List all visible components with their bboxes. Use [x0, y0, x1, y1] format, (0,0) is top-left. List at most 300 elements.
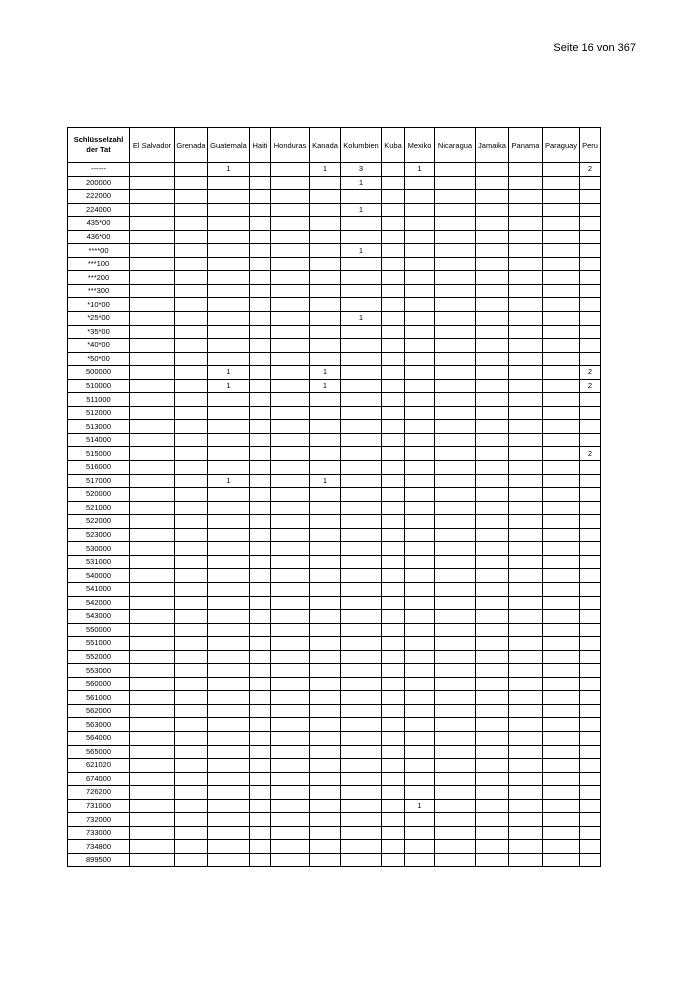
- table-cell: [435, 190, 476, 204]
- table-cell: 1: [341, 244, 382, 258]
- table-cell: [476, 596, 509, 610]
- table-cell: [382, 542, 405, 556]
- table-cell: [208, 325, 250, 339]
- table-cell: 1: [310, 379, 341, 393]
- table-cell: [250, 555, 271, 569]
- table-cell: [341, 786, 382, 800]
- table-cell: [130, 433, 175, 447]
- row-key-cell: 515000: [68, 447, 130, 461]
- table-cell: [130, 298, 175, 312]
- table-cell: [130, 677, 175, 691]
- table-cell: [543, 745, 580, 759]
- table-cell: [208, 312, 250, 326]
- table-cell: [543, 840, 580, 854]
- table-cell: [175, 691, 208, 705]
- table-cell: [250, 271, 271, 285]
- table-cell: [271, 325, 310, 339]
- table-cell: [382, 569, 405, 583]
- table-cell: [130, 772, 175, 786]
- table-cell: [509, 433, 543, 447]
- table-cell: [435, 772, 476, 786]
- table-cell: [130, 515, 175, 529]
- table-cell: [405, 379, 435, 393]
- table-cell: [382, 271, 405, 285]
- table-cell: [435, 271, 476, 285]
- table-cell: [175, 488, 208, 502]
- table-cell: [341, 393, 382, 407]
- table-cell: [543, 555, 580, 569]
- table-row: [68, 203, 601, 217]
- table-cell: [341, 623, 382, 637]
- table-cell: [543, 217, 580, 231]
- table-cell: [435, 515, 476, 529]
- table-cell: [405, 244, 435, 258]
- table-cell: [405, 271, 435, 285]
- table-row: [68, 731, 601, 745]
- table-cell: [130, 555, 175, 569]
- table-row: [68, 379, 601, 393]
- table-cell: [208, 447, 250, 461]
- table-cell: [271, 379, 310, 393]
- table-cell: [476, 230, 509, 244]
- table-cell: [271, 406, 310, 420]
- table-cell: [250, 325, 271, 339]
- row-key-cell: ***200: [68, 271, 130, 285]
- table-cell: [382, 474, 405, 488]
- table-cell: [250, 352, 271, 366]
- table-cell: [476, 190, 509, 204]
- row-key-cell: 732000: [68, 813, 130, 827]
- table-cell: [435, 312, 476, 326]
- table-cell: [310, 312, 341, 326]
- table-cell: [341, 298, 382, 312]
- row-key-cell: ***300: [68, 284, 130, 298]
- table-row: [68, 610, 601, 624]
- table-cell: [580, 230, 601, 244]
- table-cell: [476, 366, 509, 380]
- table-cell: [310, 853, 341, 867]
- table-cell: [405, 610, 435, 624]
- table-cell: [476, 786, 509, 800]
- table-cell: [175, 569, 208, 583]
- table-cell: [310, 298, 341, 312]
- table-cell: 1: [310, 366, 341, 380]
- table-cell: [543, 312, 580, 326]
- column-header: Paraguay: [543, 128, 580, 163]
- table-cell: [208, 176, 250, 190]
- table-cell: [580, 406, 601, 420]
- table-cell: [543, 230, 580, 244]
- table-cell: [405, 731, 435, 745]
- table-cell: [310, 461, 341, 475]
- table-cell: [405, 677, 435, 691]
- table-cell: [208, 528, 250, 542]
- table-cell: [405, 501, 435, 515]
- table-cell: [130, 840, 175, 854]
- table-cell: [208, 745, 250, 759]
- table-cell: [509, 718, 543, 732]
- table-cell: [271, 176, 310, 190]
- table-cell: [435, 745, 476, 759]
- table-cell: [310, 393, 341, 407]
- table-row: [68, 284, 601, 298]
- table-cell: [382, 691, 405, 705]
- row-key-cell: 553000: [68, 664, 130, 678]
- table-row: [68, 528, 601, 542]
- table-cell: [382, 488, 405, 502]
- table-row: [68, 772, 601, 786]
- table-cell: [271, 569, 310, 583]
- row-key-cell: 222000: [68, 190, 130, 204]
- table-cell: [175, 650, 208, 664]
- table-cell: [382, 420, 405, 434]
- table-cell: [250, 176, 271, 190]
- table-cell: [250, 799, 271, 813]
- table-cell: [310, 257, 341, 271]
- table-cell: [130, 691, 175, 705]
- table-cell: [175, 284, 208, 298]
- table-cell: [310, 826, 341, 840]
- table-cell: [250, 623, 271, 637]
- table-cell: [580, 704, 601, 718]
- table-cell: [208, 853, 250, 867]
- row-key-cell: 731000: [68, 799, 130, 813]
- table-cell: [250, 515, 271, 529]
- table-cell: [208, 244, 250, 258]
- table-cell: [476, 406, 509, 420]
- table-cell: [405, 596, 435, 610]
- table-cell: [310, 501, 341, 515]
- table-cell: [476, 623, 509, 637]
- table-cell: [543, 271, 580, 285]
- table-cell: [271, 420, 310, 434]
- table-cell: [476, 799, 509, 813]
- table-cell: [250, 731, 271, 745]
- table-cell: [509, 420, 543, 434]
- table-cell: [580, 339, 601, 353]
- table-cell: [341, 555, 382, 569]
- table-cell: [476, 379, 509, 393]
- table-cell: [310, 555, 341, 569]
- table-row: [68, 555, 601, 569]
- row-key-cell: 561000: [68, 691, 130, 705]
- table-cell: [310, 745, 341, 759]
- table-row: [68, 393, 601, 407]
- table-cell: [543, 799, 580, 813]
- column-header: Panama: [509, 128, 543, 163]
- table-cell: [250, 501, 271, 515]
- table-cell: [580, 840, 601, 854]
- table-cell: [580, 433, 601, 447]
- table-cell: [405, 853, 435, 867]
- table-cell: [208, 799, 250, 813]
- table-cell: [208, 555, 250, 569]
- table-cell: [543, 461, 580, 475]
- table-cell: [580, 623, 601, 637]
- table-cell: [476, 203, 509, 217]
- table-cell: [310, 718, 341, 732]
- row-key-cell: 560000: [68, 677, 130, 691]
- table-cell: [509, 406, 543, 420]
- table-cell: [175, 610, 208, 624]
- table-cell: [130, 203, 175, 217]
- table-row: [68, 257, 601, 271]
- row-key-cell: 517000: [68, 474, 130, 488]
- table-cell: [543, 379, 580, 393]
- table-cell: [543, 718, 580, 732]
- table-cell: [435, 704, 476, 718]
- table-cell: [435, 230, 476, 244]
- column-header: Peru: [580, 128, 601, 163]
- table-cell: [509, 813, 543, 827]
- table-cell: [580, 799, 601, 813]
- table-cell: [271, 352, 310, 366]
- table-cell: [208, 217, 250, 231]
- table-cell: [405, 312, 435, 326]
- table-cell: [435, 542, 476, 556]
- row-key-cell: *40*00: [68, 339, 130, 353]
- table-row: [68, 853, 601, 867]
- table-cell: [208, 826, 250, 840]
- table-cell: [175, 406, 208, 420]
- table-cell: [543, 691, 580, 705]
- table-cell: [405, 569, 435, 583]
- table-cell: [382, 718, 405, 732]
- table-cell: [130, 596, 175, 610]
- table-cell: [476, 488, 509, 502]
- table-cell: [130, 393, 175, 407]
- table-cell: [509, 447, 543, 461]
- table-cell: [175, 664, 208, 678]
- table-cell: [208, 650, 250, 664]
- table-cell: [271, 813, 310, 827]
- table-cell: [580, 217, 601, 231]
- column-header: Kolumbien: [341, 128, 382, 163]
- table-row: [68, 447, 601, 461]
- table-cell: [382, 582, 405, 596]
- table-cell: [271, 759, 310, 773]
- table-cell: [341, 515, 382, 529]
- table-cell: [130, 163, 175, 177]
- table-cell: [310, 244, 341, 258]
- table-cell: [435, 813, 476, 827]
- table-row: [68, 230, 601, 244]
- table-cell: [310, 488, 341, 502]
- table-cell: [405, 447, 435, 461]
- table-cell: [580, 271, 601, 285]
- table-cell: [435, 555, 476, 569]
- table-row: [68, 244, 601, 258]
- column-header: El Salvador: [130, 128, 175, 163]
- table-cell: [509, 217, 543, 231]
- table-cell: [250, 406, 271, 420]
- table-cell: 1: [208, 474, 250, 488]
- table-cell: [310, 610, 341, 624]
- table-cell: [310, 650, 341, 664]
- table-cell: [130, 325, 175, 339]
- row-key-cell: 564000: [68, 731, 130, 745]
- row-key-cell: 510000: [68, 379, 130, 393]
- table-cell: [250, 379, 271, 393]
- table-cell: [509, 352, 543, 366]
- table-cell: [175, 745, 208, 759]
- table-cell: [580, 826, 601, 840]
- table-row: [68, 718, 601, 732]
- table-cell: [405, 230, 435, 244]
- table-cell: [405, 786, 435, 800]
- table-row: [68, 677, 601, 691]
- table-cell: [476, 528, 509, 542]
- table-cell: [250, 298, 271, 312]
- table-cell: [435, 826, 476, 840]
- table-cell: [509, 366, 543, 380]
- table-cell: [509, 176, 543, 190]
- table-cell: [580, 284, 601, 298]
- row-key-cell: ------: [68, 163, 130, 177]
- row-key-cell: 520000: [68, 488, 130, 502]
- table-cell: [476, 312, 509, 326]
- table-cell: [208, 637, 250, 651]
- table-cell: [250, 582, 271, 596]
- table-cell: [175, 826, 208, 840]
- table-cell: [543, 826, 580, 840]
- table-cell: [341, 853, 382, 867]
- table-cell: [580, 677, 601, 691]
- table-cell: [341, 406, 382, 420]
- table-cell: [341, 190, 382, 204]
- table-cell: [382, 284, 405, 298]
- table-cell: [476, 515, 509, 529]
- table-cell: [435, 163, 476, 177]
- table-cell: [271, 366, 310, 380]
- table-row: [68, 298, 601, 312]
- table-cell: [208, 582, 250, 596]
- table-cell: [405, 515, 435, 529]
- table-cell: [250, 542, 271, 556]
- table-cell: [175, 474, 208, 488]
- table-cell: [175, 339, 208, 353]
- table-cell: [382, 677, 405, 691]
- table-row: [68, 515, 601, 529]
- table-cell: [509, 759, 543, 773]
- row-key-cell: 522000: [68, 515, 130, 529]
- table-cell: [175, 271, 208, 285]
- table-cell: [250, 433, 271, 447]
- column-header: Kanada: [310, 128, 341, 163]
- table-cell: [250, 704, 271, 718]
- table-cell: [250, 528, 271, 542]
- table-cell: [405, 718, 435, 732]
- table-cell: [175, 257, 208, 271]
- table-cell: [509, 542, 543, 556]
- table-cell: [382, 772, 405, 786]
- table-cell: [341, 325, 382, 339]
- table-row: [68, 582, 601, 596]
- table-cell: [310, 217, 341, 231]
- table-cell: [543, 731, 580, 745]
- row-key-cell: 543000: [68, 610, 130, 624]
- table-cell: [341, 731, 382, 745]
- table-cell: [130, 447, 175, 461]
- table-cell: [271, 840, 310, 854]
- column-header: Haiti: [250, 128, 271, 163]
- table-row: [68, 840, 601, 854]
- row-key-cell: 200000: [68, 176, 130, 190]
- table-cell: 1: [208, 163, 250, 177]
- table-cell: [250, 474, 271, 488]
- table-cell: [208, 731, 250, 745]
- table-cell: [341, 339, 382, 353]
- table-cell: [271, 637, 310, 651]
- table-row: [68, 826, 601, 840]
- table-cell: [509, 582, 543, 596]
- table-cell: [208, 420, 250, 434]
- table-cell: [382, 312, 405, 326]
- table-cell: [208, 786, 250, 800]
- table-cell: [543, 474, 580, 488]
- table-cell: [382, 596, 405, 610]
- table-cell: [509, 691, 543, 705]
- table-cell: [580, 461, 601, 475]
- table-cell: [175, 244, 208, 258]
- table-cell: [435, 325, 476, 339]
- table-cell: [208, 190, 250, 204]
- table-cell: [382, 813, 405, 827]
- table-cell: [509, 677, 543, 691]
- table-cell: [543, 163, 580, 177]
- table-cell: [250, 677, 271, 691]
- table-cell: [310, 420, 341, 434]
- table-row: [68, 799, 601, 813]
- table-cell: [130, 244, 175, 258]
- table-cell: [509, 501, 543, 515]
- table-cell: [130, 718, 175, 732]
- table-cell: [543, 772, 580, 786]
- table-cell: [382, 406, 405, 420]
- table-cell: [382, 366, 405, 380]
- table-cell: [250, 284, 271, 298]
- table-cell: [271, 691, 310, 705]
- table-cell: [509, 623, 543, 637]
- table-cell: [130, 312, 175, 326]
- table-cell: [250, 339, 271, 353]
- table-cell: [509, 163, 543, 177]
- table-cell: [130, 745, 175, 759]
- table-cell: [543, 406, 580, 420]
- table-cell: [175, 447, 208, 461]
- table-cell: [208, 352, 250, 366]
- row-key-cell: 516000: [68, 461, 130, 475]
- table-cell: [405, 637, 435, 651]
- table-cell: [476, 637, 509, 651]
- table-cell: [476, 853, 509, 867]
- table-cell: [476, 718, 509, 732]
- table-cell: [341, 691, 382, 705]
- table-cell: [405, 190, 435, 204]
- table-cell: [382, 528, 405, 542]
- table-cell: [580, 813, 601, 827]
- table-cell: [271, 677, 310, 691]
- table-cell: 1: [341, 176, 382, 190]
- table-cell: [435, 203, 476, 217]
- table-cell: [175, 190, 208, 204]
- table-cell: [509, 257, 543, 271]
- table-cell: [382, 704, 405, 718]
- table-row: [68, 339, 601, 353]
- table-cell: [476, 704, 509, 718]
- table-cell: [250, 420, 271, 434]
- table-cell: [580, 596, 601, 610]
